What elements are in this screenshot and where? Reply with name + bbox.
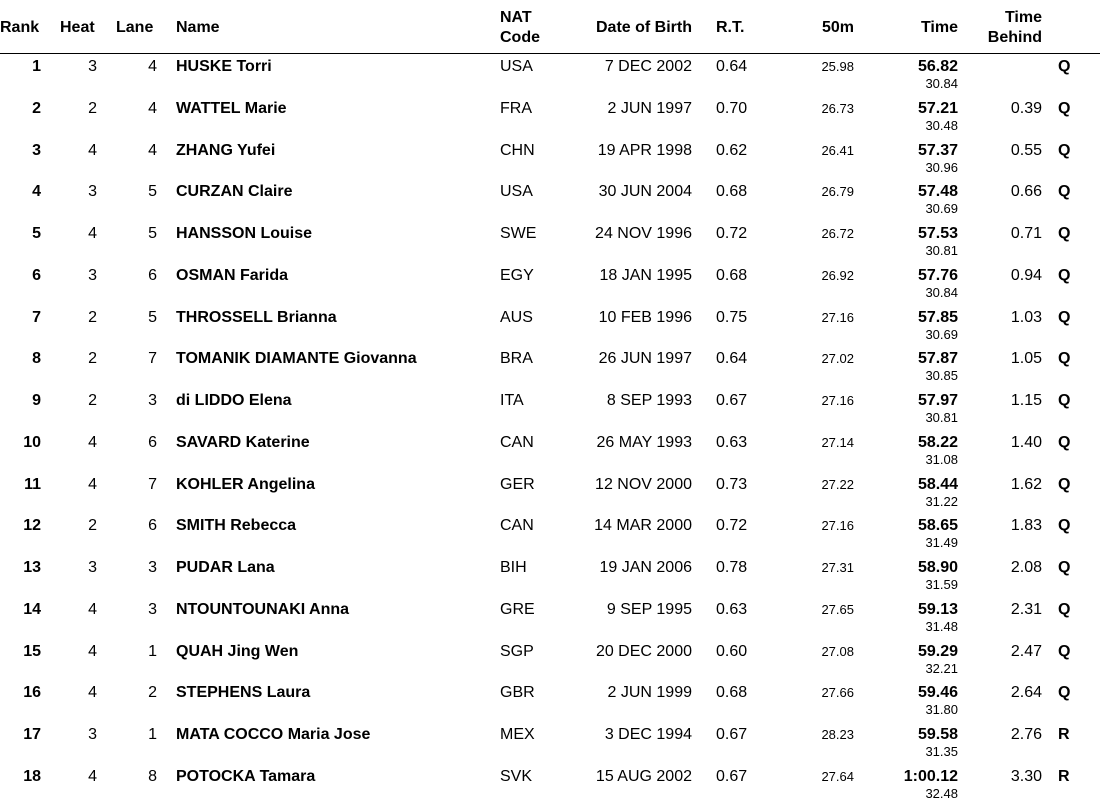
date-of-birth-cell: 2 JUN 1999 bbox=[607, 684, 692, 702]
time-behind-cell: 2.76 bbox=[1010, 726, 1042, 743]
split-50m-cell: 27.64 bbox=[821, 768, 854, 784]
split-50m-cell: 27.65 bbox=[821, 601, 854, 617]
heat-cell: 2 bbox=[88, 308, 97, 326]
date-of-birth-cell: 24 NOV 1996 bbox=[595, 225, 692, 242]
rank-cell: 16 bbox=[23, 684, 41, 702]
header-behind-line1: Time bbox=[1004, 9, 1042, 26]
reaction-time-cell: 0.63 bbox=[716, 600, 748, 618]
rank-cell: 14 bbox=[23, 600, 41, 618]
split-50m-cell: 27.16 bbox=[821, 393, 854, 408]
second-split-cell: 31.49 bbox=[925, 535, 958, 551]
lane-cell: 1 bbox=[148, 726, 157, 743]
time-behind-cell: 0.39 bbox=[1010, 99, 1042, 117]
nat-code-cell: SGP bbox=[500, 642, 534, 660]
rank-cell: 3 bbox=[32, 141, 41, 159]
split-50m-cell: 27.14 bbox=[821, 434, 854, 450]
split-50m-cell: 26.72 bbox=[821, 226, 854, 241]
second-split-cell: 32.21 bbox=[925, 660, 958, 676]
second-split-cell: 32.48 bbox=[925, 785, 958, 801]
athlete-name-cell: QUAH Jing Wen bbox=[176, 642, 299, 660]
date-of-birth-cell: 26 MAY 1993 bbox=[596, 433, 692, 451]
heat-cell: 3 bbox=[88, 58, 97, 75]
nat-code-cell: GER bbox=[500, 475, 535, 493]
second-split-cell: 30.84 bbox=[925, 284, 958, 300]
header-date-of-birth: Date of Birth bbox=[596, 19, 692, 36]
split-50m-cell: 27.16 bbox=[821, 309, 854, 325]
athlete-name-cell: SAVARD Katerine bbox=[176, 433, 310, 451]
result-row bbox=[0, 306, 1100, 348]
rank-cell: 13 bbox=[23, 559, 41, 576]
header-reaction-time: R.T. bbox=[716, 19, 745, 36]
time-behind-cell: 3.30 bbox=[1010, 767, 1042, 785]
date-of-birth-cell: 12 NOV 2000 bbox=[595, 475, 692, 493]
time-cell: 59.29 bbox=[917, 642, 958, 660]
athlete-name-cell: CURZAN Claire bbox=[176, 183, 293, 201]
nat-code-cell: FRA bbox=[500, 99, 532, 117]
lane-cell: 7 bbox=[148, 350, 157, 368]
qualification-cell: R bbox=[1058, 767, 1070, 785]
date-of-birth-cell: 19 JAN 2006 bbox=[599, 559, 692, 576]
qualification-cell: Q bbox=[1058, 58, 1071, 75]
heat-cell: 4 bbox=[88, 433, 97, 451]
lane-cell: 2 bbox=[148, 684, 157, 702]
time-behind-cell: 2.08 bbox=[1010, 559, 1042, 576]
date-of-birth-cell: 20 DEC 2000 bbox=[595, 642, 692, 660]
nat-code-cell: SVK bbox=[500, 767, 533, 785]
header-nat-line1: NAT bbox=[500, 9, 532, 26]
athlete-name-cell: PUDAR Lana bbox=[176, 559, 275, 576]
result-row bbox=[0, 347, 1100, 389]
split-50m-cell: 27.22 bbox=[821, 476, 854, 492]
split-50m-cell: 27.08 bbox=[821, 643, 854, 659]
heat-cell: 2 bbox=[88, 392, 97, 409]
second-split-cell: 31.08 bbox=[925, 451, 958, 467]
second-split-cell: 30.48 bbox=[925, 117, 958, 133]
time-behind-cell: 1.05 bbox=[1010, 350, 1042, 368]
second-split-cell: 30.84 bbox=[925, 76, 958, 91]
rank-cell: 4 bbox=[32, 183, 41, 201]
athlete-name-cell: SMITH Rebecca bbox=[176, 517, 297, 535]
reaction-time-cell: 0.64 bbox=[716, 58, 748, 75]
nat-code-cell: ITA bbox=[500, 392, 524, 409]
nat-code-cell: BIH bbox=[500, 559, 527, 576]
second-split-cell: 31.80 bbox=[925, 702, 958, 718]
reaction-time-cell: 0.78 bbox=[716, 559, 748, 576]
reaction-time-cell: 0.64 bbox=[716, 350, 748, 368]
athlete-name-cell: OSMAN Farida bbox=[176, 266, 289, 284]
time-behind-cell: 2.31 bbox=[1010, 600, 1042, 618]
time-cell: 1:00.12 bbox=[903, 767, 958, 785]
second-split-cell: 31.59 bbox=[925, 577, 958, 592]
result-row bbox=[0, 765, 1100, 807]
result-row bbox=[0, 556, 1100, 598]
lane-cell: 6 bbox=[148, 433, 157, 451]
athlete-name-cell: POTOCKA Tamara bbox=[176, 767, 316, 785]
rank-cell: 11 bbox=[24, 475, 41, 493]
reaction-time-cell: 0.70 bbox=[716, 99, 748, 117]
athlete-name-cell: HANSSON Louise bbox=[176, 225, 313, 242]
lane-cell: 6 bbox=[148, 266, 157, 284]
rank-cell: 15 bbox=[23, 642, 41, 660]
rank-cell: 12 bbox=[23, 517, 41, 535]
time-cell: 59.13 bbox=[917, 600, 958, 618]
lane-cell: 5 bbox=[148, 308, 157, 326]
heat-cell: 4 bbox=[88, 642, 97, 660]
nat-code-cell: GRE bbox=[500, 600, 535, 618]
date-of-birth-cell: 26 JUN 1997 bbox=[598, 350, 692, 368]
time-cell: 57.48 bbox=[917, 183, 958, 201]
qualification-cell: Q bbox=[1058, 475, 1071, 493]
lane-cell: 4 bbox=[148, 141, 157, 159]
result-row bbox=[0, 389, 1100, 431]
result-row bbox=[0, 222, 1100, 264]
split-50m-cell: 26.73 bbox=[821, 100, 854, 116]
nat-code-cell: BRA bbox=[500, 350, 533, 368]
heat-cell: 4 bbox=[88, 684, 97, 702]
time-cell: 59.58 bbox=[917, 726, 958, 743]
header-name: Name bbox=[176, 19, 220, 36]
rank-cell: 8 bbox=[32, 350, 41, 368]
athlete-name-cell: HUSKE Torri bbox=[176, 58, 272, 75]
heat-cell: 3 bbox=[88, 559, 97, 576]
result-row bbox=[0, 264, 1100, 306]
date-of-birth-cell: 19 APR 1998 bbox=[597, 141, 692, 159]
heat-cell: 2 bbox=[88, 99, 97, 117]
heat-cell: 4 bbox=[88, 225, 97, 242]
time-cell: 57.53 bbox=[917, 225, 958, 242]
athlete-name-cell: STEPHENS Laura bbox=[176, 684, 311, 702]
time-cell: 57.87 bbox=[917, 350, 958, 368]
date-of-birth-cell: 14 MAR 2000 bbox=[594, 517, 692, 535]
time-behind-cell: 1.83 bbox=[1010, 517, 1042, 535]
result-row bbox=[0, 723, 1100, 765]
rank-cell: 17 bbox=[23, 726, 41, 743]
athlete-name-cell: WATTEL Marie bbox=[176, 99, 287, 117]
time-behind-cell: 0.66 bbox=[1010, 183, 1042, 201]
nat-code-cell: GBR bbox=[500, 684, 535, 702]
reaction-time-cell: 0.67 bbox=[716, 767, 748, 785]
second-split-cell: 30.69 bbox=[925, 201, 958, 217]
rank-cell: 5 bbox=[32, 225, 41, 242]
results-header bbox=[0, 0, 1100, 54]
qualification-cell: Q bbox=[1058, 308, 1071, 326]
rank-cell: 2 bbox=[32, 99, 41, 117]
rank-cell: 1 bbox=[32, 58, 41, 75]
split-50m-cell: 26.79 bbox=[821, 184, 854, 200]
athlete-name-cell: MATA COCCO Maria Jose bbox=[176, 726, 371, 743]
split-50m-cell: 27.02 bbox=[821, 351, 854, 367]
heat-cell: 3 bbox=[88, 726, 97, 743]
time-behind-cell: 0.94 bbox=[1010, 266, 1042, 284]
qualification-cell: Q bbox=[1058, 350, 1071, 368]
second-split-cell: 31.22 bbox=[925, 493, 958, 509]
lane-cell: 3 bbox=[148, 392, 157, 409]
time-behind-cell: 1.03 bbox=[1010, 308, 1042, 326]
rank-cell: 18 bbox=[23, 767, 41, 785]
qualification-cell: Q bbox=[1058, 684, 1071, 702]
reaction-time-cell: 0.72 bbox=[716, 225, 748, 242]
time-cell: 58.44 bbox=[917, 475, 958, 493]
time-cell: 57.97 bbox=[917, 392, 958, 409]
qualification-cell: Q bbox=[1058, 141, 1071, 159]
athlete-name-cell: ZHANG Yufei bbox=[176, 141, 276, 159]
date-of-birth-cell: 8 SEP 1993 bbox=[606, 392, 692, 409]
qualification-cell: Q bbox=[1058, 266, 1071, 284]
header-behind-line2: Behind bbox=[987, 29, 1042, 46]
result-row bbox=[0, 598, 1100, 640]
second-split-cell: 31.35 bbox=[925, 744, 958, 759]
result-row bbox=[0, 55, 1100, 97]
time-behind-cell: 1.40 bbox=[1010, 433, 1042, 451]
lane-cell: 6 bbox=[148, 517, 157, 535]
qualification-cell: R bbox=[1058, 726, 1070, 743]
heat-cell: 4 bbox=[88, 475, 97, 493]
time-behind-cell: 1.15 bbox=[1010, 392, 1042, 409]
qualification-cell: Q bbox=[1058, 559, 1071, 576]
reaction-time-cell: 0.63 bbox=[716, 433, 748, 451]
second-split-cell: 30.96 bbox=[925, 159, 958, 175]
time-cell: 57.37 bbox=[917, 141, 958, 159]
date-of-birth-cell: 7 DEC 2002 bbox=[604, 58, 692, 75]
result-row bbox=[0, 640, 1100, 682]
qualification-cell: Q bbox=[1058, 392, 1071, 409]
rank-cell: 10 bbox=[23, 433, 41, 451]
date-of-birth-cell: 9 SEP 1995 bbox=[606, 600, 692, 618]
heat-cell: 4 bbox=[88, 141, 97, 159]
athlete-name-cell: THROSSELL Brianna bbox=[176, 308, 337, 326]
nat-code-cell: EGY bbox=[500, 266, 534, 284]
qualification-cell: Q bbox=[1058, 183, 1071, 201]
athlete-name-cell: di LIDDO Elena bbox=[176, 392, 292, 409]
time-behind-cell: 0.55 bbox=[1010, 141, 1042, 159]
result-row bbox=[0, 97, 1100, 139]
lane-cell: 3 bbox=[148, 559, 157, 576]
heat-cell: 2 bbox=[88, 517, 97, 535]
date-of-birth-cell: 15 AUG 2002 bbox=[595, 767, 692, 785]
lane-cell: 4 bbox=[148, 99, 157, 117]
header-heat: Heat bbox=[60, 19, 95, 36]
time-cell: 58.22 bbox=[917, 433, 958, 451]
nat-code-cell: CHN bbox=[500, 141, 535, 159]
date-of-birth-cell: 18 JAN 1995 bbox=[599, 266, 692, 284]
split-50m-cell: 25.98 bbox=[821, 59, 854, 74]
date-of-birth-cell: 10 FEB 1996 bbox=[598, 308, 692, 326]
time-cell: 57.85 bbox=[917, 308, 958, 326]
date-of-birth-cell: 30 JUN 2004 bbox=[598, 183, 692, 201]
header-split-50m: 50m bbox=[821, 19, 854, 36]
second-split-cell: 30.81 bbox=[925, 410, 958, 425]
time-cell: 58.65 bbox=[917, 517, 958, 535]
second-split-cell: 30.81 bbox=[925, 243, 958, 258]
nat-code-cell: AUS bbox=[500, 308, 533, 326]
result-row bbox=[0, 139, 1100, 181]
reaction-time-cell: 0.62 bbox=[716, 141, 748, 159]
split-50m-cell: 26.92 bbox=[821, 267, 854, 283]
nat-code-cell: SWE bbox=[500, 225, 537, 242]
lane-cell: 7 bbox=[148, 475, 157, 493]
reaction-time-cell: 0.68 bbox=[716, 266, 748, 284]
reaction-time-cell: 0.73 bbox=[716, 475, 748, 493]
athlete-name-cell: NTOUNTOUNAKI Anna bbox=[176, 600, 350, 618]
time-behind-cell: 1.62 bbox=[1010, 475, 1042, 493]
lane-cell: 1 bbox=[148, 642, 157, 660]
split-50m-cell: 27.16 bbox=[821, 518, 854, 534]
result-row bbox=[0, 431, 1100, 473]
reaction-time-cell: 0.68 bbox=[716, 684, 748, 702]
reaction-time-cell: 0.68 bbox=[716, 183, 748, 201]
time-cell: 57.21 bbox=[917, 99, 958, 117]
heat-cell: 3 bbox=[88, 183, 97, 201]
lane-cell: 4 bbox=[148, 58, 157, 75]
qualification-cell: Q bbox=[1058, 99, 1071, 117]
qualification-cell: Q bbox=[1058, 225, 1071, 242]
lane-cell: 5 bbox=[148, 225, 157, 242]
second-split-cell: 30.69 bbox=[925, 326, 958, 342]
nat-code-cell: CAN bbox=[500, 433, 534, 451]
rank-cell: 9 bbox=[32, 392, 41, 409]
reaction-time-cell: 0.60 bbox=[716, 642, 748, 660]
time-behind-cell: 0.71 bbox=[1010, 225, 1042, 242]
time-cell: 57.76 bbox=[917, 266, 958, 284]
heat-cell: 2 bbox=[88, 350, 97, 368]
heat-cell: 3 bbox=[88, 266, 97, 284]
result-row bbox=[0, 514, 1100, 556]
split-50m-cell: 26.41 bbox=[821, 142, 854, 158]
date-of-birth-cell: 3 DEC 1994 bbox=[604, 726, 692, 743]
reaction-time-cell: 0.75 bbox=[716, 308, 748, 326]
qualification-cell: Q bbox=[1058, 600, 1071, 618]
second-split-cell: 31.48 bbox=[925, 618, 958, 634]
header-rank: Rank bbox=[0, 19, 40, 36]
header-lane: Lane bbox=[116, 19, 154, 36]
athlete-name-cell: TOMANIK DIAMANTE Giovanna bbox=[176, 350, 417, 368]
split-50m-cell: 27.66 bbox=[821, 685, 854, 701]
nat-code-cell: CAN bbox=[500, 517, 534, 535]
qualification-cell: Q bbox=[1058, 642, 1071, 660]
nat-code-cell: USA bbox=[500, 58, 533, 75]
result-row bbox=[0, 180, 1100, 222]
reaction-time-cell: 0.67 bbox=[716, 726, 748, 743]
athlete-name-cell: KOHLER Angelina bbox=[176, 475, 315, 493]
rank-cell: 7 bbox=[32, 308, 41, 326]
result-row bbox=[0, 681, 1100, 723]
lane-cell: 8 bbox=[148, 767, 157, 785]
split-50m-cell: 27.31 bbox=[821, 560, 854, 575]
lane-cell: 3 bbox=[148, 600, 157, 618]
nat-code-cell: USA bbox=[500, 183, 533, 201]
reaction-time-cell: 0.72 bbox=[716, 517, 748, 535]
split-50m-cell: 28.23 bbox=[821, 727, 854, 742]
reaction-time-cell: 0.67 bbox=[716, 392, 748, 409]
date-of-birth-cell: 2 JUN 1997 bbox=[607, 99, 692, 117]
time-behind-cell: 2.47 bbox=[1010, 642, 1042, 660]
heat-cell: 4 bbox=[88, 600, 97, 618]
nat-code-cell: MEX bbox=[500, 726, 535, 743]
time-cell: 58.90 bbox=[917, 559, 958, 576]
time-behind-cell: 2.64 bbox=[1010, 684, 1042, 702]
header-time: Time bbox=[920, 19, 958, 36]
lane-cell: 5 bbox=[148, 183, 157, 201]
qualification-cell: Q bbox=[1058, 517, 1071, 535]
result-row bbox=[0, 473, 1100, 515]
rank-cell: 6 bbox=[32, 266, 41, 284]
header-nat-line2: Code bbox=[500, 29, 540, 46]
time-cell: 56.82 bbox=[917, 58, 958, 75]
second-split-cell: 30.85 bbox=[925, 368, 958, 384]
time-cell: 59.46 bbox=[917, 684, 958, 702]
results-table bbox=[0, 55, 1100, 807]
heat-cell: 4 bbox=[88, 767, 97, 785]
qualification-cell: Q bbox=[1058, 433, 1071, 451]
